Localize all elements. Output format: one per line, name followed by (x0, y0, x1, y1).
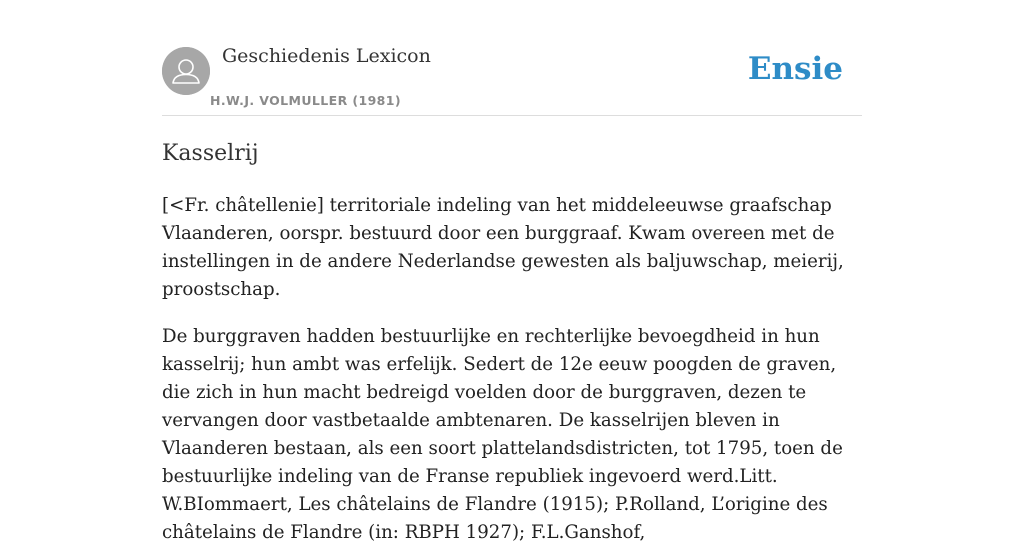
article-title: Kasselrij (162, 141, 259, 166)
source-header (162, 0, 862, 116)
article-paragraph: [<Fr. châtellenie] territoriale indeling van het middeleeuwse graafschap Vlaanderen, oorspr. bestuurd door een burggraaf. Kwam overeen met de instellingen in de andere Nederlandse gewesten als baljuwschap, meierij, proostschap. (162, 195, 844, 300)
author-link[interactable]: H.W.J. VOLMULLER (1981) (210, 93, 401, 108)
article (162, 138, 862, 547)
ensie-logo[interactable]: Ensie (747, 51, 843, 87)
article-paragraph: De burggraven hadden bestuurlijke en rechterlijke bevoegdheid in hun kasselrij; hun ambt was erfelijk. Sedert de 12e eeuw poogden de graven, die zich in hun macht bedreigd voelden door de burggraven, dezen te vervangen door vastbetaalde ambtenaren. De kasselrijen bleven in Vlaanderen bestaan, als een soort plattelandsdistricten, tot 1795, toen de bestuurlijke indeling van de Franse republiek ingevoerd werd.Litt. W.BIommaert, Les châtelains de Flandre (1915); P.Rolland, L’origine des châtelains de Flandre (in: RBPH 1927); F.L.Ganshof, (162, 326, 843, 543)
source-title-link[interactable]: Geschiedenis Lexicon (222, 45, 431, 67)
user-avatar-icon[interactable] (162, 47, 210, 95)
